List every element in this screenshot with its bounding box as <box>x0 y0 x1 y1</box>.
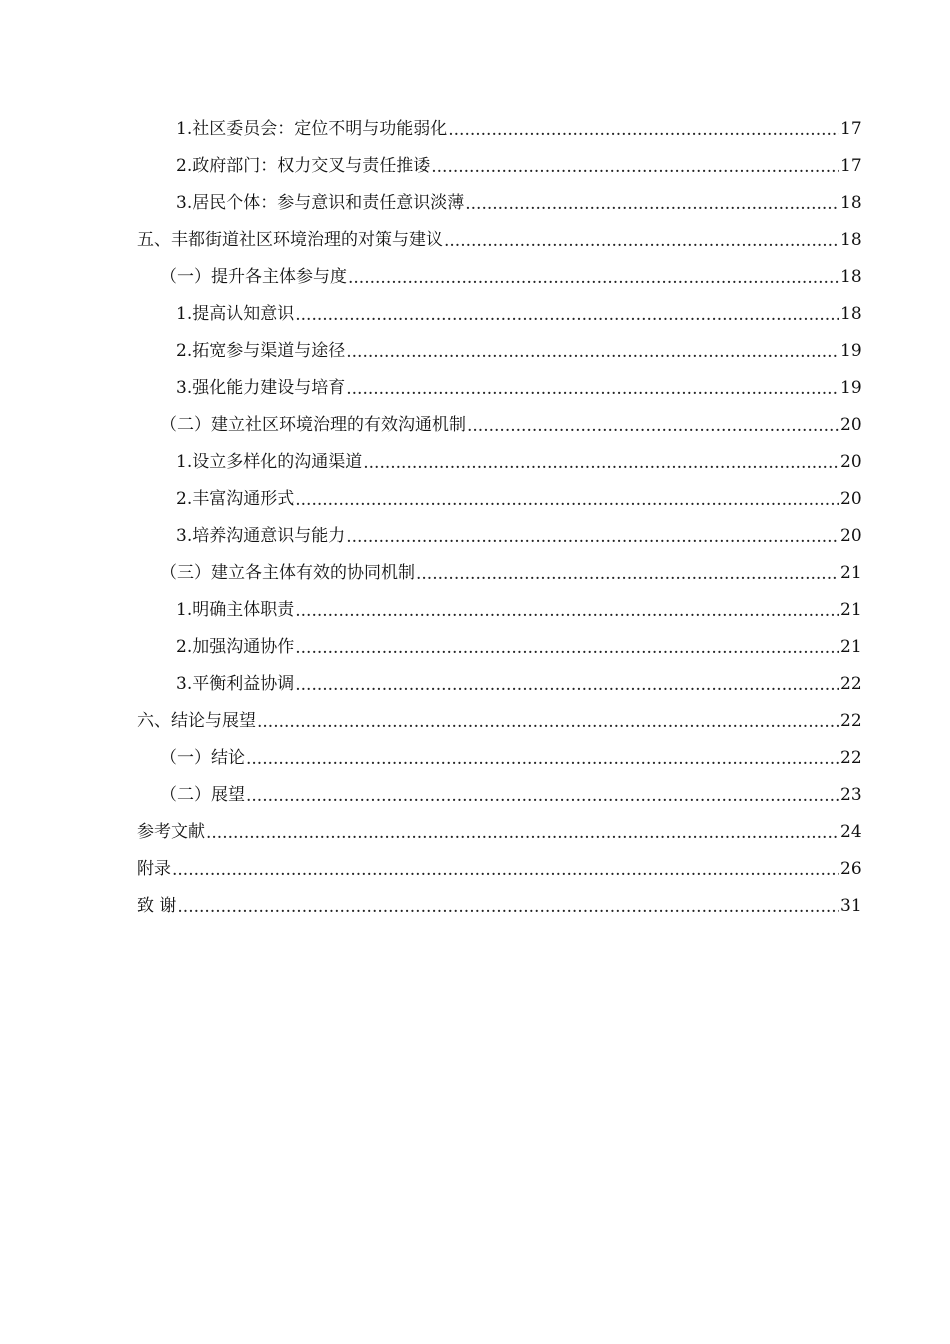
toc-entry[interactable] <box>0 554 950 591</box>
toc-leader-dots <box>246 786 839 806</box>
toc-entry[interactable] <box>0 628 950 665</box>
toc-entry-title: （二）建立社区环境治理的有效沟通机制 <box>160 414 466 435</box>
toc-leader-dots <box>346 527 839 547</box>
toc-entry-page-number: 20 <box>840 488 862 509</box>
toc-entry[interactable] <box>0 813 950 850</box>
toc-entry-title: 1.明确主体职责 <box>176 599 295 620</box>
toc-entry-title: 3.居民个体：参与意识和责任意识淡薄 <box>176 192 465 213</box>
toc-entry-page-number: 22 <box>840 710 862 731</box>
toc-entry[interactable] <box>0 443 950 480</box>
toc-entry-title: 1.社区委员会：定位不明与功能弱化 <box>176 118 448 139</box>
toc-entry-title: 3.培养沟通意识与能力 <box>176 525 346 546</box>
toc-entry-title: 3.平衡利益协调 <box>176 673 295 694</box>
toc-entry-page-number: 20 <box>840 414 862 435</box>
toc-entry-page-number: 18 <box>840 266 862 287</box>
toc-entry-page-number: 21 <box>840 636 862 657</box>
toc-entry-title: 六、结论与展望 <box>137 710 256 731</box>
toc-entry[interactable] <box>0 258 950 295</box>
toc-leader-dots <box>431 157 839 177</box>
toc-leader-dots <box>346 342 839 362</box>
toc-leader-dots <box>295 305 839 325</box>
toc-entry-title: 2.政府部门：权力交叉与责任推诿 <box>176 155 431 176</box>
toc-entry-page-number: 17 <box>840 118 862 139</box>
toc-entry-page-number: 20 <box>840 451 862 472</box>
toc-leader-dots <box>295 601 839 621</box>
toc-leader-dots <box>257 712 839 732</box>
toc-entry-title: （三）建立各主体有效的协同机制 <box>160 562 415 583</box>
toc-entry[interactable] <box>0 591 950 628</box>
toc-entry[interactable] <box>0 887 950 924</box>
table-of-contents <box>0 110 950 924</box>
toc-leader-dots <box>444 231 839 251</box>
toc-entry[interactable] <box>0 702 950 739</box>
toc-leader-dots <box>363 453 839 473</box>
toc-leader-dots <box>346 379 839 399</box>
toc-entry-page-number: 19 <box>840 340 862 361</box>
toc-entry[interactable] <box>0 147 950 184</box>
toc-entry-page-number: 19 <box>840 377 862 398</box>
toc-entry-page-number: 22 <box>840 673 862 694</box>
toc-entry-title: 致 谢 <box>137 895 177 916</box>
toc-entry[interactable] <box>0 480 950 517</box>
toc-entry[interactable] <box>0 221 950 258</box>
toc-entry[interactable] <box>0 850 950 887</box>
toc-entry-page-number: 18 <box>840 303 862 324</box>
toc-entry-page-number: 18 <box>840 192 862 213</box>
toc-entry-page-number: 31 <box>840 895 862 916</box>
toc-entry-page-number: 23 <box>840 784 862 805</box>
toc-leader-dots <box>295 638 839 658</box>
toc-entry[interactable] <box>0 776 950 813</box>
toc-entry-title: （一）提升各主体参与度 <box>160 266 347 287</box>
toc-leader-dots <box>295 490 839 510</box>
toc-entry[interactable] <box>0 295 950 332</box>
toc-entry-title: 1.设立多样化的沟通渠道 <box>176 451 363 472</box>
toc-leader-dots <box>295 675 839 695</box>
toc-leader-dots <box>348 268 839 288</box>
toc-entry-title: （一）结论 <box>160 747 245 768</box>
toc-leader-dots <box>416 564 839 584</box>
toc-entry-title: 五、丰都街道社区环境治理的对策与建议 <box>137 229 443 250</box>
toc-entry-title: 参考文献 <box>137 821 205 842</box>
toc-entry-title: 2.拓宽参与渠道与途径 <box>176 340 346 361</box>
toc-entry-page-number: 17 <box>840 155 862 176</box>
toc-leader-dots <box>206 823 839 843</box>
toc-entry[interactable] <box>0 406 950 443</box>
toc-entry[interactable] <box>0 665 950 702</box>
toc-entry-title: （二）展望 <box>160 784 245 805</box>
toc-entry-page-number: 24 <box>840 821 862 842</box>
toc-leader-dots <box>448 120 839 140</box>
toc-entry-page-number: 18 <box>840 229 862 250</box>
toc-entry-title: 2.丰富沟通形式 <box>176 488 295 509</box>
toc-entry[interactable] <box>0 739 950 776</box>
toc-entry[interactable] <box>0 184 950 221</box>
toc-entry[interactable] <box>0 369 950 406</box>
toc-leader-dots <box>177 897 839 917</box>
toc-entry-page-number: 21 <box>840 562 862 583</box>
toc-entry-title: 附录 <box>137 858 171 879</box>
toc-entry[interactable] <box>0 517 950 554</box>
toc-entry-page-number: 20 <box>840 525 862 546</box>
toc-entry-page-number: 22 <box>840 747 862 768</box>
toc-leader-dots <box>465 194 839 214</box>
toc-entry-title: 1.提高认知意识 <box>176 303 295 324</box>
toc-entry-title: 2.加强沟通协作 <box>176 636 295 657</box>
toc-leader-dots <box>172 860 839 880</box>
toc-entry-page-number: 21 <box>840 599 862 620</box>
toc-entry[interactable] <box>0 110 950 147</box>
toc-leader-dots <box>246 749 839 769</box>
toc-entry-page-number: 26 <box>840 858 862 879</box>
toc-entry[interactable] <box>0 332 950 369</box>
toc-entry-title: 3.强化能力建设与培育 <box>176 377 346 398</box>
toc-leader-dots <box>467 416 839 436</box>
